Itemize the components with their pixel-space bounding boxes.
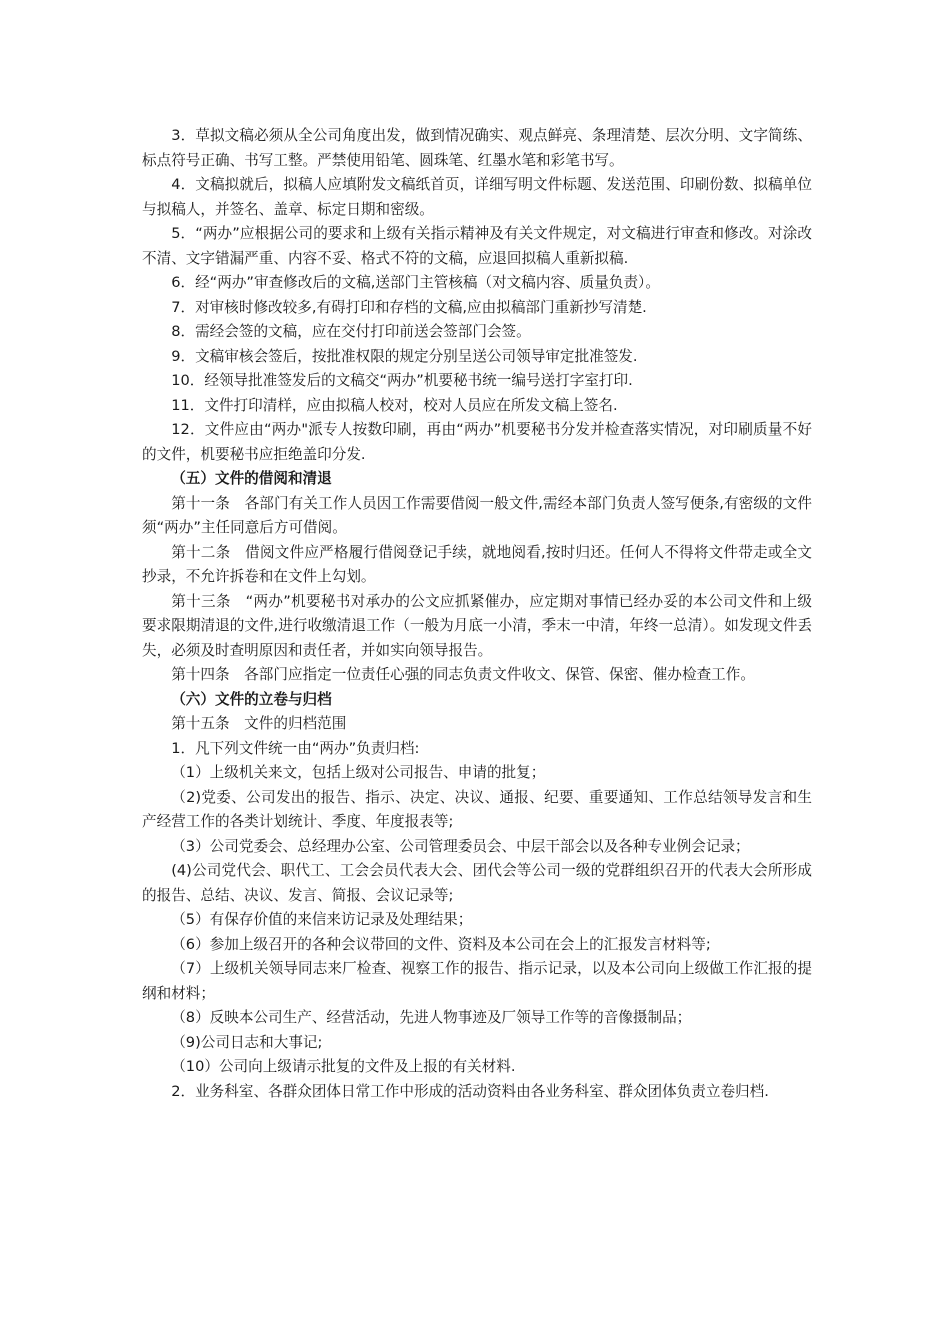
paragraph: 5．“两办”应根据公司的要求和上级有关指示精神及有关文件规定，对文稿进行审查和修改。对涂改不清、文字错漏严重、内容不妥、格式不符的文稿，应退回拟稿人重新拟稿. (142, 225, 812, 267)
paragraph: 第十五条 文件的归档范围 (171, 715, 347, 732)
paragraph: 3．草拟文稿必须从全公司角度出发，做到情况确实、观点鲜亮、条理清楚、层次分明、文字简练、标点符号正确、书写工整。严禁使用铅笔、圆珠笔、红墨水笔和彩笔书写。 (142, 127, 812, 169)
paragraph: 第十三条 “两办”机要秘书对承办的公文应抓紧催办，应定期对事情已经办妥的本公司文件和上级要求限期清退的文件,进行收缴清退工作（一般为月底一小清，季末一中清，年终一总清）。如发现文件丢失，必须及时查明原因和责任者，并如实向领导报告。 (142, 592, 812, 659)
section-heading: （六）文件的立卷与归档 (171, 690, 332, 708)
paragraph: 1．凡下列文件统一由“两办”负责归档: (171, 739, 420, 757)
paragraph: 9．文稿审核会签后，按批准权限的规定分别呈送公司领导审定批准签发. (171, 347, 638, 365)
paragraph: （2)党委、公司发出的报告、指示、决定、决议、通报、纪要、重要通知、工作总结领导发言和生产经营工作的各类计划统计、季度、年度报表等; (142, 788, 812, 830)
paragraph: 第十二条 借阅文件应严格履行借阅登记手续，就地阅看,按时归还。任何人不得将文件带走或全文抄录，不允许拆卷和在文件上勾划。 (142, 543, 812, 585)
paragraph: 第十一条 各部门有关工作人员因工作需要借阅一般文件,需经本部门负责人签写便条,有密级的文件须“两办”主任同意后方可借阅。 (142, 494, 812, 536)
paragraph: （6）参加上级召开的各种会议带回的文件、资料及本公司在会上的汇报发言材料等; (171, 935, 711, 953)
paragraph: （9)公司日志和大事记; (171, 1033, 323, 1051)
section-heading: （五）文件的借阅和清退 (171, 470, 332, 487)
paragraph: 11．文件打印清样，应由拟稿人校对，校对人员应在所发文稿上签名. (171, 396, 618, 414)
paragraph: （5）有保存价值的来信来访记录及处理结果； (171, 911, 473, 928)
paragraph: 8．需经会签的文稿，应在交付打印前送会签部门会签。 (171, 323, 531, 340)
paragraph: 12．文件应由“两办"派专人按数印刷，再由“两办”机要秘书分发并检查落实情况，对印刷质量不好的文件，机要秘书应拒绝盖印分发. (142, 421, 812, 463)
paragraph: （3）公司党委会、总经理办公室、公司管理委员会、中层干部会以及各种专业例会记录； (171, 837, 750, 855)
paragraph: （1）上级机关来文，包括上级对公司报告、申请的批复； (171, 764, 546, 781)
paragraph: （7）上级机关领导同志来厂检查、视察工作的报告、指示记录，以及本公司向上级做工作汇报的提纲和材料； (142, 960, 812, 1002)
paragraph: （10）公司向上级请示批复的文件及上报的有关材料. (171, 1058, 516, 1075)
paragraph: （8）反映本公司生产、经营活动，先进人物事迹及厂领导工作等的音像摄制品； (171, 1009, 692, 1026)
paragraph: 10．经领导批准签发后的文稿交“两办”机要秘书统一编号送打字室打印. (171, 372, 633, 389)
paragraph: 4．文稿拟就后，拟稿人应填附发文稿纸首页，详细写明文件标题、发送范围、印刷份数、拟稿单位与拟稿人，并签名、盖章、标定日期和密级。 (142, 176, 812, 218)
document-body (142, 124, 812, 1104)
paragraph: 第十四条 各部门应指定一位责任心强的同志负责文件收文、保管、保密、催办检查工作。 (171, 666, 755, 683)
paragraph: 6．经“两办”审查修改后的文稿,送部门主管核稿（对文稿内容、质量负责）。 (171, 274, 660, 291)
paragraph: 2．业务科室、各群众团体日常工作中形成的活动资料由各业务科室、群众团体负责立卷归档. (171, 1082, 769, 1100)
paragraph: (4)公司党代会、职代工、工会会员代表大会、团代会等公司一级的党群组织召开的代表大会所形成的报告、总结、决议、发言、简报、会议记录等; (142, 862, 812, 904)
paragraph: 7．对审核时修改较多,有碍打印和存档的文稿,应由拟稿部门重新抄写清楚. (171, 298, 647, 316)
